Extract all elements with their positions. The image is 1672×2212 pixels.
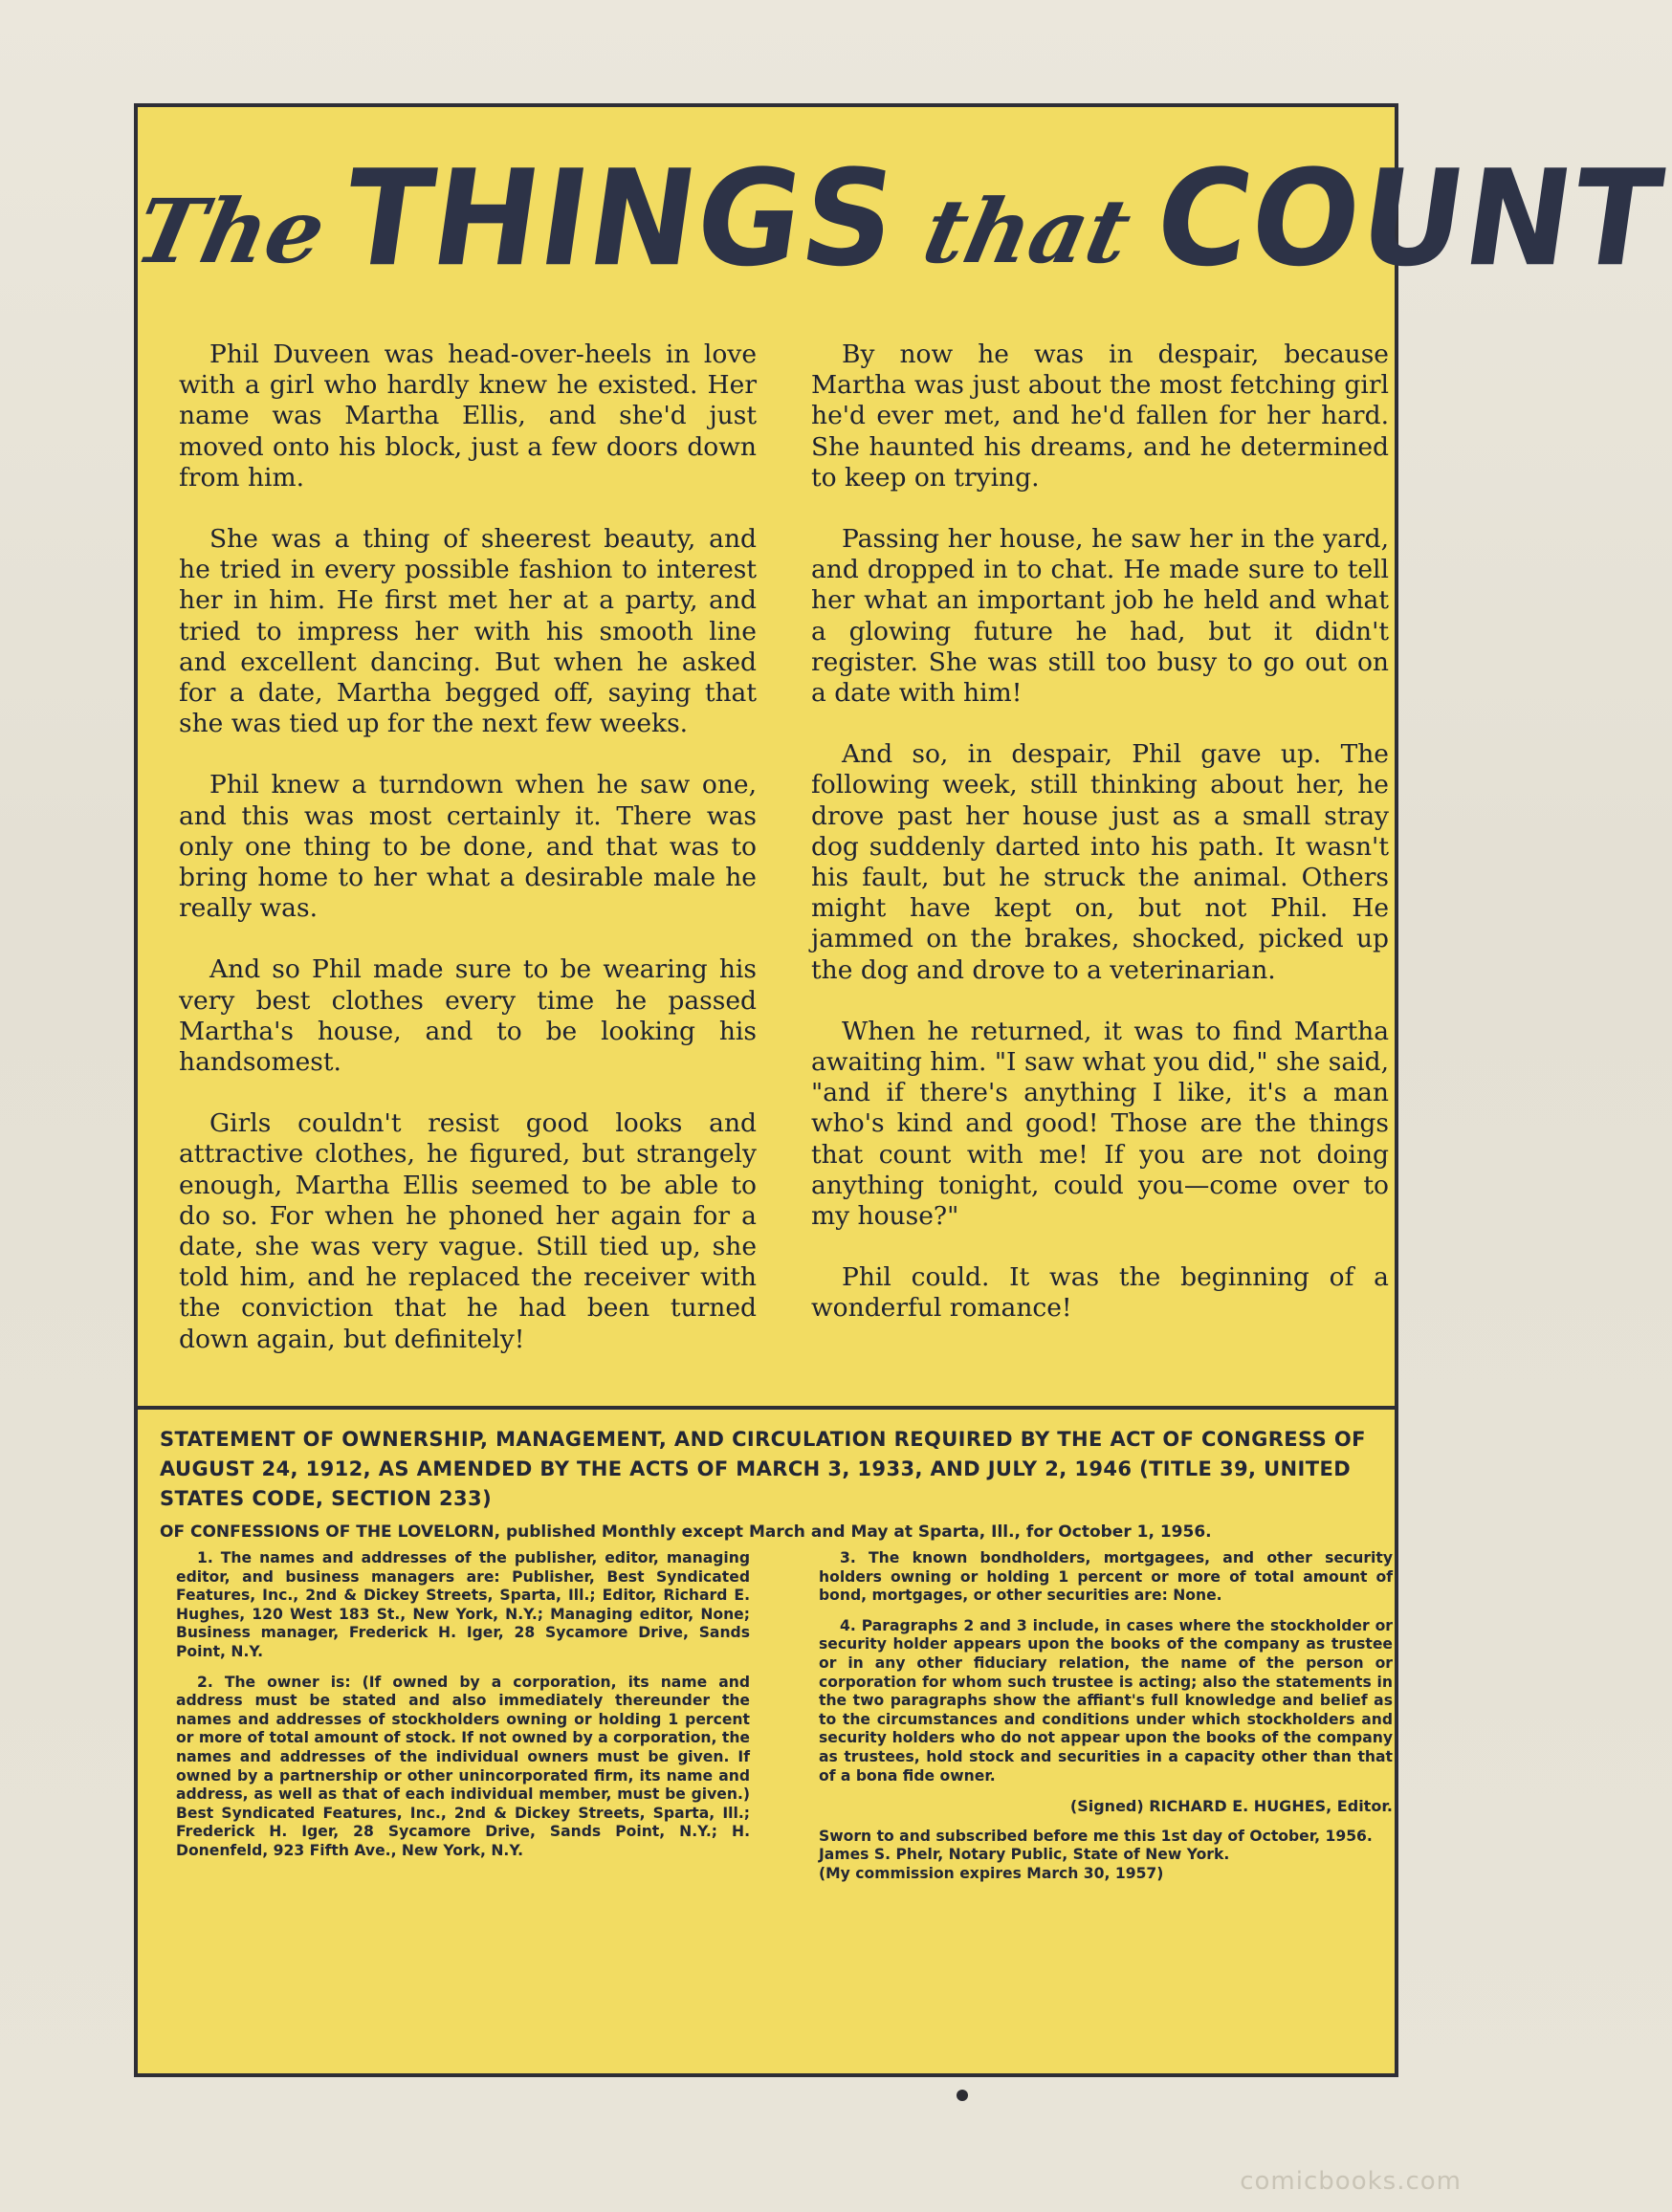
story-paragraph: She was a thing of sheerest beauty, and he tried in every possible fashion to interest her in him. He first met her at a party, and tried to impress her with his smooth line and excellent dancing. But when he asked for a date, Martha begged off, saying that she was tied up for the next few weeks. xyxy=(179,524,757,739)
title-word-that: that xyxy=(914,180,1139,283)
page-frame xyxy=(126,103,1672,2077)
statement-paragraph: 2. The owner is: (If owned by a corporation, its name and address must be stated and also immediately thereunder the names and addresses of stockholders owning or holding 1 percent or more of total amount of stock. If not owned by a corporation, the names and addresses of the individual owners must be given. If owned by a partnership or other unincorporated firm, its name and address, as well as that of each individual member, must be given.) Best Syndicated Features, Inc., 2nd & Dickey Streets, Sparta, Ill.; Frederick H. Iger, 28 Sycamore Drive, Sands Point, N.Y.; H. Donenfeld, 923 Fifth Ave., New York, N.Y. xyxy=(176,1673,750,1859)
title-word-count: COUNT xyxy=(1146,142,1672,296)
story-paragraph: Passing her house, he saw her in the yard, and dropped in to chat. He made sure to tell her what an important job he held and what a glowing future he had, but it didn't register. She was still too busy to go out on a date with him! xyxy=(811,524,1389,709)
story-panel xyxy=(126,107,1672,1408)
staple-hole-dot xyxy=(957,2090,968,2101)
story-paragraph: And so, in despair, Phil gave up. The following week, still thinking about her, he drove past her house just as a small stray dog suddenly darted into his path. It wasn't his fault, but he struck the animal. Others might have kept on, but not Phil. He jammed on the brakes, shocked, picked up the dog and drove to a veterinarian. xyxy=(811,739,1389,985)
title-word-things: THINGS xyxy=(334,142,907,296)
statement-publication-line: OF CONFESSIONS OF THE LOVELORN, published Monthly except March and May at Sparta, Ill., for October 1, 1956. xyxy=(160,1522,1212,1542)
statement-paragraph: 3. The known bondholders, mortgagees, and other security holders owning or holding 1 percent or more of total amount of bond, mortgages, or other securities are: None. xyxy=(819,1549,1393,1605)
statement-heading: STATEMENT OF OWNERSHIP, MANAGEMENT, AND CIRCULATION REQUIRED BY THE ACT OF CONGRESS OF AUGUST 24, 1912, AS AMENDED BY THE ACTS OF MARCH 3, 1933, AND JULY 2, 1946 (TITLE 39, UNITED STATES CODE, SECTION 233) xyxy=(160,1428,1366,1510)
statement-notary: James S. Phelr, Notary Public, State of New York. xyxy=(819,1846,1230,1864)
story-paragraph: When he returned, it was to find Martha awaiting him. "I saw what you did," she said, "and if there's anything I like, it's a man who's kind and good! Those are the things that count with me! If you are not doing anything tonight, could you—come over to my house?" xyxy=(811,1016,1389,1232)
statement-signature: (Signed) RICHARD E. HUGHES, Editor. xyxy=(1069,1797,1393,1816)
statement-paragraph: 1. The names and addresses of the publisher, editor, managing editor, and business managers are: Publisher, Best Syndicated Features, Inc., 2nd & Dickey Streets, Sparta, Ill.; Editor, Richard E. Hughes, 120 West 183 St., New York, N.Y.; Managing editor, None; Business manager, Frederick H. Iger, 28 Sycamore Drive, Sands Point, N.Y. xyxy=(176,1549,750,1660)
statement-right-column xyxy=(819,1549,1393,1884)
watermark: comicbooks.com xyxy=(1240,2167,1462,2196)
story-paragraph: Phil knew a turndown when he saw one, and this was most certainly it. There was only one thing to be done, and that was to bring home to her what a desirable male he really was. xyxy=(179,770,757,924)
story-paragraph: Phil could. It was the beginning of a wonderful romance! xyxy=(811,1262,1389,1324)
statement-paragraph: 4. Paragraphs 2 and 3 include, in cases where the stockholder or security holder appears upon the books of the company as trustee or in any other fiduciary relation, the name of the person or corporation for whom such trustee is acting; also the statements in the two paragraphs show the affiant's full knowledge and belief as to the circumstances and conditions under which stockholders and security holders who do not appear upon the books of the company as trustees, hold stock and securities in a capacity other than that of a bona fide owner. xyxy=(819,1616,1393,1785)
story-right-column xyxy=(811,339,1389,1355)
story-paragraph: And so Phil made sure to be wearing his very best clothes every time he passed Martha's house, and to be looking his handsomest. xyxy=(179,954,757,1078)
story-paragraph: Phil Duveen was head-over-heels in love with a girl who hardly knew he existed. Her name was Martha Ellis, and she'd just moved onto his block, just a few doors down from him. xyxy=(179,339,757,493)
story-left-column xyxy=(179,339,757,1386)
statement-commission: (My commission expires March 30, 1957) xyxy=(819,1864,1164,1882)
story-title xyxy=(126,142,1672,337)
story-paragraph: By now he was in despair, because Martha was just about the most fetching girl he'd ever met, and he'd fallen for her hard. She haunted his dreams, and he determined to keep on trying. xyxy=(811,339,1389,493)
story-paragraph: Girls couldn't resist good looks and attractive clothes, he figured, but strangely enough, Martha Ellis seemed to be able to do so. For when he phoned her again for a date, she was very vague. Still tied up, she told him, and he replaced the receiver with the conviction that he had been turned down again, but definitely! xyxy=(179,1108,757,1354)
statement-left-column xyxy=(176,1549,750,1873)
ownership-statement xyxy=(138,1406,1395,2077)
statement-sworn: Sworn to and subscribed before me this 1st day of October, 1956. xyxy=(819,1827,1373,1845)
title-word-the: The xyxy=(126,180,335,283)
